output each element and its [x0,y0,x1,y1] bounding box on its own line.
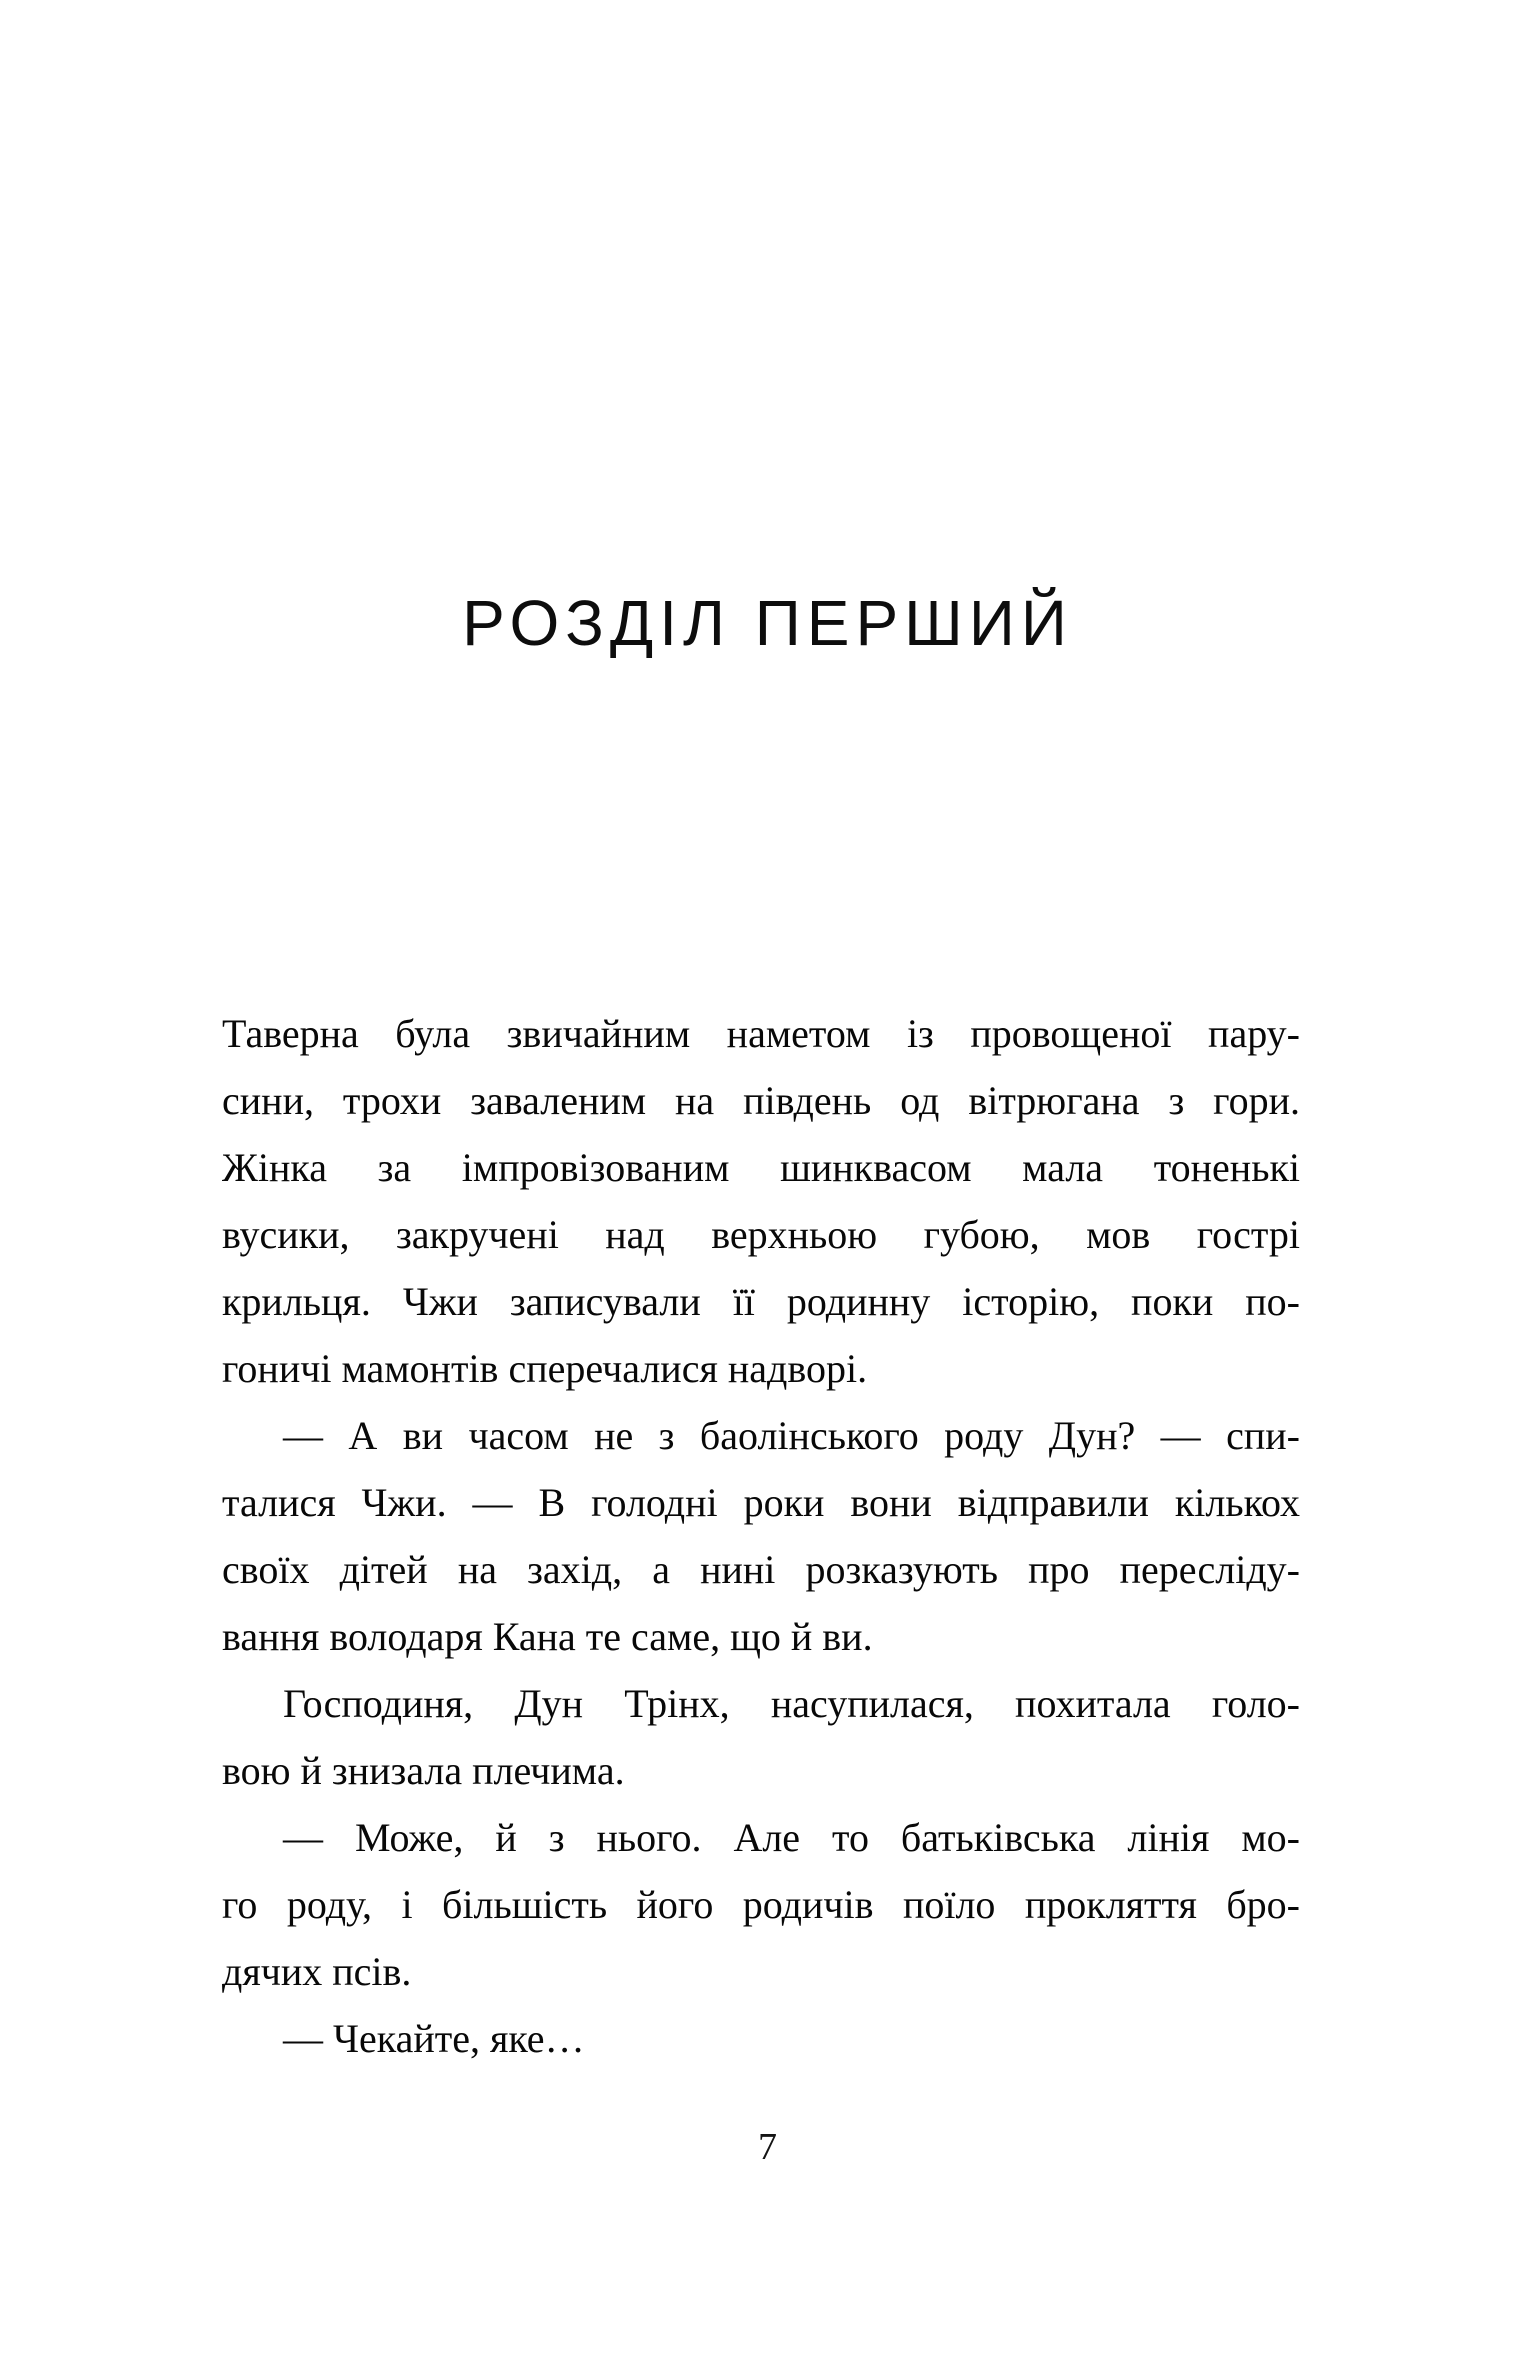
text-line: талися Чжи. — В голодні роки вони відправили кількох [222,1480,1300,1525]
text-line: Таверна була звичайним наметом із провощеної пару- [222,1011,1300,1056]
text-line: вою й знизала плечима. [222,1748,625,1793]
chapter-title: РОЗДІЛ ПЕРШИЙ [462,587,1073,659]
text-line: своїх дітей на захід, а нині розказують про пересліду- [222,1547,1300,1592]
text-line: — А ви часом не з баолінського роду Дун? — спи- [283,1413,1300,1458]
text-line: — Чекайте, яке… [283,2016,585,2061]
text-line: сини, трохи заваленим на південь од вітрюгана з гори. [222,1078,1300,1123]
text-line: Господиня, Дун Трінх, насупилася, похитала голо- [283,1681,1300,1726]
text-line: го роду, і більшість його родичів поїло прокляття бро- [222,1882,1300,1927]
body-text [222,1000,1300,2072]
text-line: вусики, закручені над верхньою губою, мов гострі [222,1212,1300,1257]
text-line: вання володаря Кана те саме, що й ви. [222,1614,873,1659]
text-line: гоничі мамонтів сперечалися надворі. [222,1346,868,1391]
text-line: Жінка за імпровізованим шинквасом мала тоненькі [222,1145,1300,1190]
page-number: 7 [758,2126,777,2168]
text-line: крильця. Чжи записували її родинну історію, поки по- [222,1279,1300,1324]
text-line: — Може, й з нього. Але то батьківська лінія мо- [283,1815,1300,1860]
text-line: дячих псів. [222,1949,412,1994]
